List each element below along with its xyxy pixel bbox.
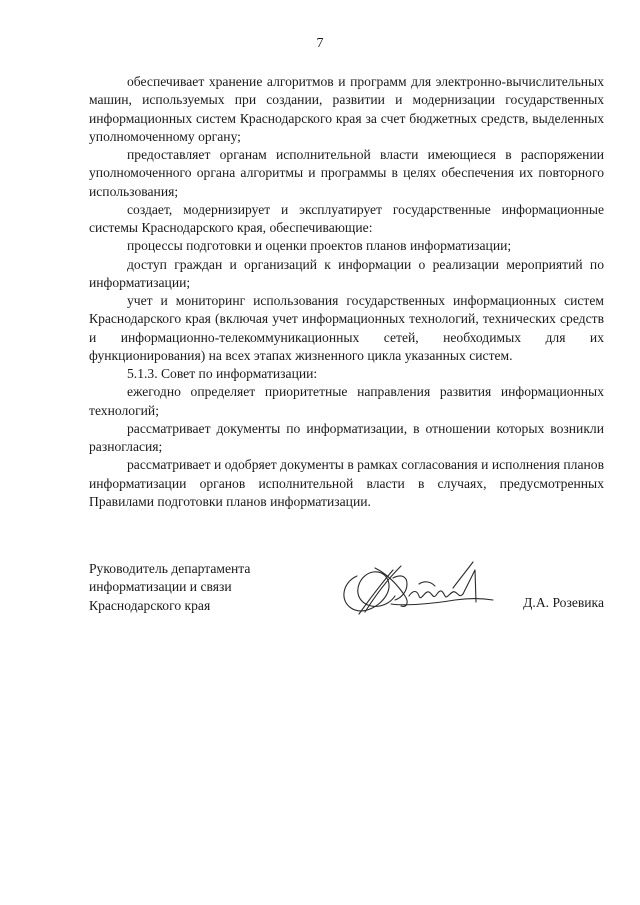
paragraph-storage-algorithms: обеспечивает хранение алгоритмов и программ для электронно-вычислительных машин, используемых при создании, развитии и модернизации государственных информационных систем Краснодарского края за счет бюджетных средств, выделенных уполномоченному органу; <box>89 74 604 144</box>
paragraph-provides-algorithms: предоставляет органам исполнительной власти имеющиеся в распоряжении уполномоченного органа алгоритмы и программы в целях обеспечения их повторного использования; <box>89 147 604 199</box>
signature-block <box>89 560 604 630</box>
paragraph-creates-systems: создает, модернизирует и эксплуатирует государственные информационные системы Краснодарского края, обеспечивающие: <box>89 201 604 235</box>
section-heading-council: 5.1.3. Совет по информатизации: <box>127 366 318 381</box>
paragraph-annual-priorities: ежегодно определяет приоритетные направления развития информационных технологий; <box>89 384 604 418</box>
signer-name: Д.А. Розевика <box>523 595 604 610</box>
signer-title-line: Краснодарского края <box>89 597 211 613</box>
handwritten-signature <box>335 556 501 626</box>
paragraph-planning-processes: процессы подготовки и оценки проектов планов информатизации; <box>127 238 512 254</box>
document-body <box>89 73 604 511</box>
signer-title-line: Руководитель департамента <box>89 561 251 576</box>
paragraph-disputes: рассматривает документы по информатизации, в отношении которых возникли разногласия; <box>89 420 604 454</box>
paragraph-monitoring: учет и мониторинг использования государственных информационных систем Краснодарского края (включая учет информационных технологий, технических средств и информационно-телекоммуникационных сетей, необходимых для их функционирования) на всех этапах жизненного цикла указанных систем. <box>89 293 604 363</box>
paragraph-approves-documents: рассматривает и одобряет документы в рамках согласования и исполнения планов информатизации органов исполнительной власти в случаях, предусмотренных Правилами подготовки планов информатизации. <box>89 457 604 509</box>
signer-title <box>89 560 309 615</box>
signer-title-line: информатизации и связи <box>89 579 232 595</box>
paragraph-citizen-access: доступ граждан и организаций к информации о реализации мероприятий по информатизации; <box>89 256 604 290</box>
page-number: 7 <box>316 36 324 51</box>
